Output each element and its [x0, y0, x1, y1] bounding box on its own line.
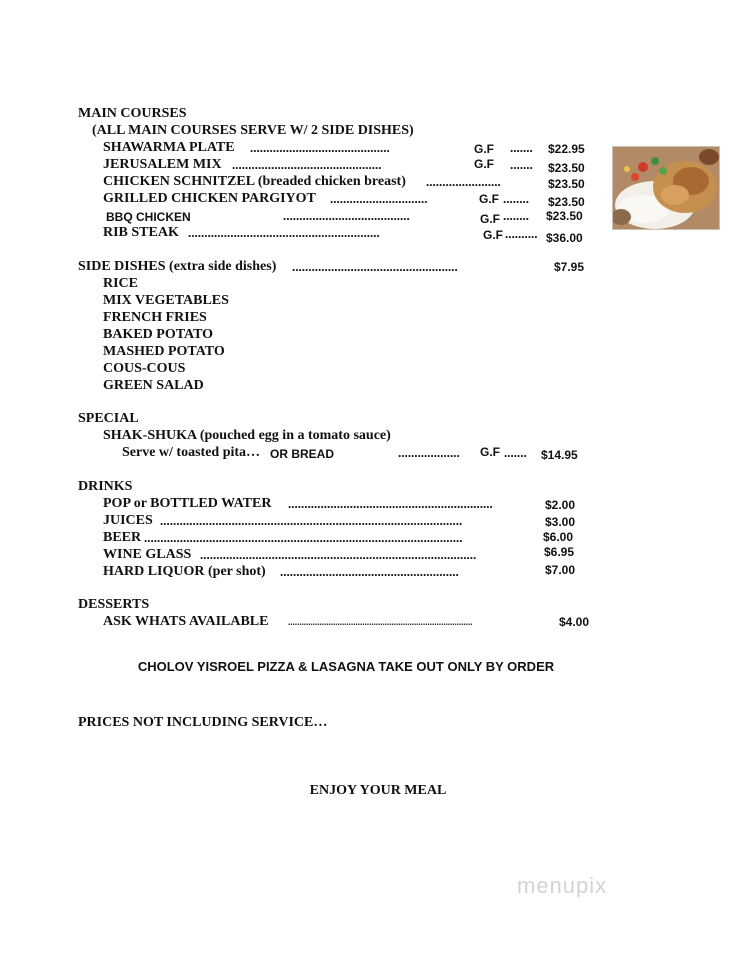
leader-dots: ........: [503, 208, 529, 223]
dessert-price: $4.00: [559, 615, 590, 629]
leader-dots: .......................................................: [280, 564, 459, 579]
gf-label: G.F: [480, 445, 500, 459]
dessert-item: ASK WHATS AVAILABLE: [103, 614, 269, 629]
special-subtitle-bread: OR BREAD: [270, 447, 335, 461]
leader-dots: .......: [510, 157, 533, 172]
service-notice: PRICES NOT INCLUDING SERVICE…: [78, 715, 328, 730]
leader-dots: ...........................................: [250, 140, 390, 155]
drink-item: BEER: [103, 530, 142, 545]
leader-dots: ...............................................................: [288, 496, 493, 511]
leader-dots: ........: [503, 191, 529, 206]
leader-dots: ..................................................................................................: [144, 530, 463, 545]
drink-price: $6.95: [544, 545, 575, 559]
item-name: RIB STEAK: [103, 225, 179, 240]
drink-item: HARD LIQUOR (per shot): [103, 564, 266, 579]
leader-dots: .....................................................................................: [200, 547, 477, 562]
shawarma-plate-photo: [612, 146, 720, 230]
side-dish-item: RICE: [103, 276, 139, 291]
leader-dots: ..............................................: [232, 157, 382, 172]
side-dish-item: MIX VEGETABLES: [103, 293, 229, 308]
leader-dots: ..............................: [330, 191, 428, 206]
item-name: JERUSALEM MIX: [103, 157, 222, 172]
takeout-notice: CHOLOV YISROEL PIZZA & LASAGNA TAKE OUT ONLY BY ORDER: [137, 659, 555, 674]
leader-dots: .......................: [426, 174, 501, 189]
leader-dots: ...................: [398, 445, 460, 460]
gf-label: G.F: [474, 157, 494, 171]
item-name: CHICKEN SCHNITZEL (breaded chicken breast): [103, 174, 406, 189]
side-dishes-heading: SIDE DISHES (extra side dishes): [78, 259, 277, 274]
gf-label: G.F: [483, 228, 503, 242]
side-dish-item: MASHED POTATO: [103, 344, 225, 359]
leader-dots: .......: [504, 445, 527, 460]
main-courses-heading: MAIN COURSES: [78, 106, 187, 121]
drinks-heading: DRINKS: [78, 479, 133, 494]
special-subtitle: Serve w/ toasted pita…: [122, 445, 261, 460]
side-dish-item: FRENCH FRIES: [103, 310, 207, 325]
drink-price: $7.00: [545, 563, 576, 577]
drink-item: JUICES: [103, 513, 153, 528]
desserts-heading: DESSERTS: [78, 597, 150, 612]
side-dish-item: BAKED POTATO: [103, 327, 214, 342]
item-price: $23.50: [546, 209, 583, 223]
item-name: GRILLED CHICKEN PARGIYOT: [103, 191, 316, 206]
drink-item: WINE GLASS: [103, 547, 192, 562]
item-price: $23.50: [548, 177, 585, 191]
special-heading: SPECIAL: [78, 411, 139, 426]
leader-dots: .......................................: [283, 208, 410, 223]
gf-label: G.F: [479, 192, 499, 206]
menupix-watermark: menupix: [517, 873, 608, 898]
item-price: $23.50: [548, 195, 585, 209]
gf-label: G.F: [474, 142, 494, 156]
gf-label: G.F: [480, 212, 500, 226]
side-dishes-price: $7.95: [554, 260, 585, 274]
special-price: $14.95: [541, 448, 578, 462]
item-price: $23.50: [548, 161, 585, 175]
leader-dots: .......: [510, 140, 533, 155]
item-name: SHAWARMA PLATE: [103, 140, 235, 155]
leader-dots: ...........................................................: [188, 225, 380, 240]
item-price: $22.95: [548, 142, 585, 156]
food-image-icon: [613, 147, 719, 229]
leader-dots: ...................................................: [292, 259, 458, 274]
leader-dots: .............................................................................................: [160, 513, 463, 528]
special-item: SHAK-SHUKA (pouched egg in a tomato sauce): [103, 428, 391, 443]
item-price: $36.00: [546, 231, 583, 245]
leader-dots: ..........: [505, 226, 538, 241]
drink-price: $6.00: [543, 530, 574, 544]
drink-item: POP or BOTTLED WATER: [103, 496, 272, 511]
item-name: BBQ CHICKEN: [106, 210, 191, 224]
side-dish-item: GREEN SALAD: [103, 378, 204, 393]
side-dish-item: COUS-COUS: [103, 361, 186, 376]
enjoy-message: ENJOY YOUR MEAL: [309, 783, 447, 798]
main-courses-note: (ALL MAIN COURSES SERVE W/ 2 SIDE DISHES): [92, 123, 414, 138]
leader-dots: ..................................................................................: [288, 617, 473, 627]
drink-price: $3.00: [545, 515, 576, 529]
drink-price: $2.00: [545, 498, 576, 512]
